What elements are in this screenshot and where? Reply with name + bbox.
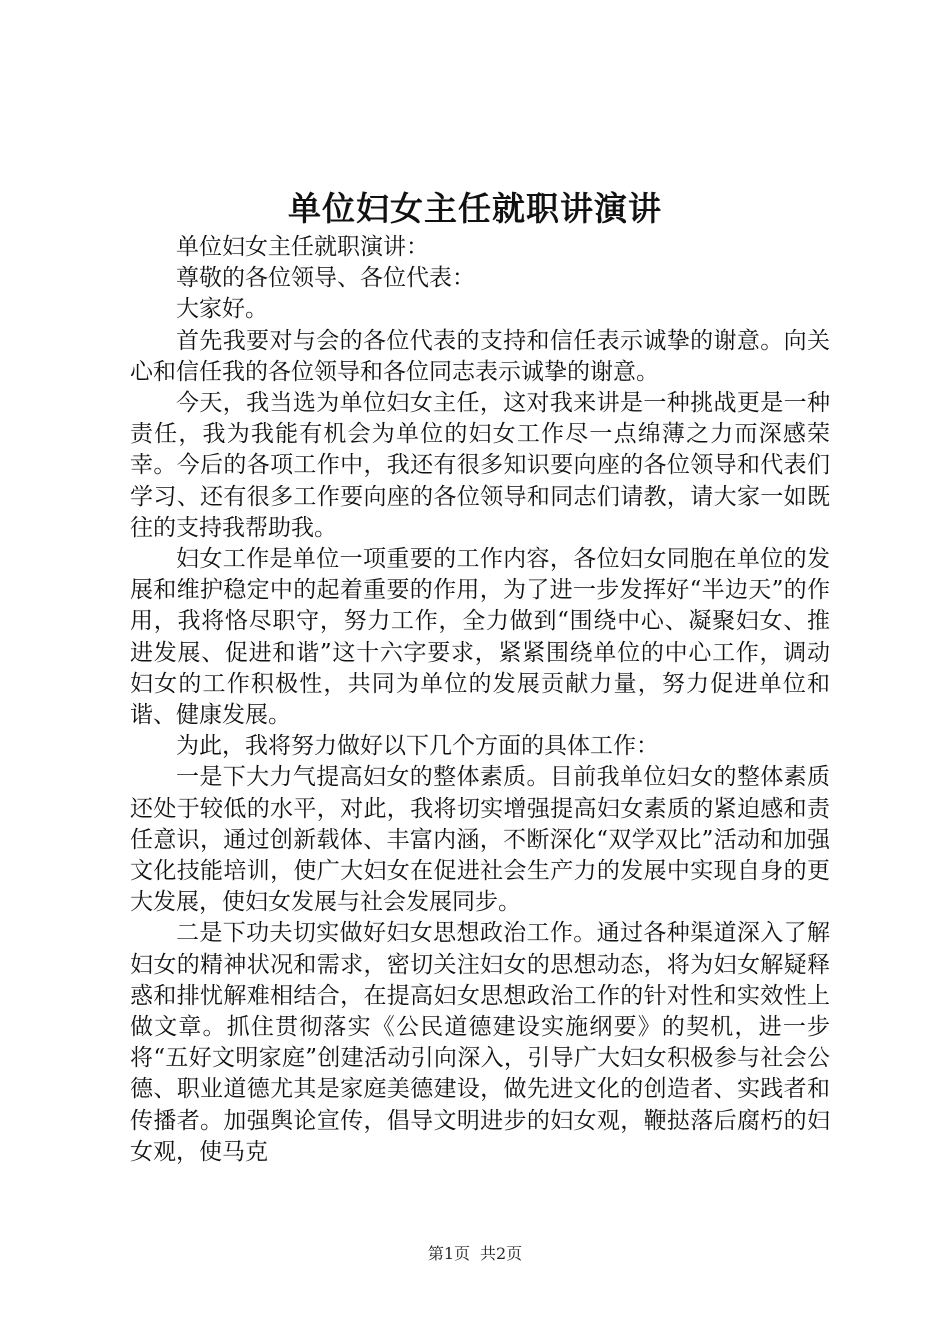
page-footer xyxy=(0,1243,950,1265)
document-body xyxy=(130,232,830,1168)
paragraph-importance: 妇女工作是单位一项重要的工作内容，各位妇女同胞在单位的发展和维护稳定中的起着重要的作用，为了进一步发挥好“半边天”的作用，我将恪尽职守，努力工作，全力做到“围绕中心、凝聚妇女、推进发展、促进和谐”这十六字要求，紧紧围绕单位的中心工作，调动妇女的工作积极性，共同为单位的发展贡献力量，努力促进单位和谐、健康发展。 xyxy=(130,546,830,729)
salutation-audience: 尊敬的各位领导、各位代表： xyxy=(176,265,475,292)
greeting: 大家好。 xyxy=(176,296,268,323)
document-title: 单位妇女主任就职讲演讲 xyxy=(288,189,662,228)
salutation-heading: 单位妇女主任就职演讲： xyxy=(176,234,429,260)
paragraph-election: 今天，我当选为单位妇女主任，这对我来讲是一种挑战更是一种责任，我为我能有机会为单位的妇女工作尽一点绵薄之力而深感荣幸。今后的各项工作中，我还有很多知识要向座的各位领导和代表们学习、还有很多工作要向座的各位领导和同志们请教，请大家一如既往的支持我帮助我。 xyxy=(130,390,830,541)
page-number: 第1页 xyxy=(427,1244,470,1263)
paragraph-plan-intro: 为此，我将努力做好以下几个方面的具体工作： xyxy=(176,733,659,760)
paragraph-thanks: 首先我要对与会的各位代表的支持和信任表示诚挚的谢意。向关心和信任我的各位领导和各位同志表示诚挚的谢意。 xyxy=(130,327,830,385)
paragraph-point-one: 一是下大力气提高妇女的整体素质。目前我单位妇女的整体素质还处于较低的水平，对此，我将切实增强提高妇女素质的紧迫感和责任意识，通过创新载体、丰富内涵，不断深化“双学双比”活动和加强文化技能培训，使广大妇女在促进社会生产力的发展中实现自身的更大发展，使妇女发展与社会发展同步。 xyxy=(130,764,830,916)
page-total: 共2页 xyxy=(480,1244,523,1263)
paragraph-point-two: 二是下功夫切实做好妇女思想政治工作。通过各种渠道深入了解妇女的精神状况和需求，密切关注妇女的思想动态，将为妇女解疑释惑和排忧解难相结合，在提高妇女思想政治工作的针对性和实效性上做文章。抓住贯彻落实《公民道德建设实施纲要》的契机，进一步将“五好文明家庭”创建活动引向深入，引导广大妇女积极参与社会公德、职业道德尤其是家庭美德建设，做先进文化的创造者、实践者和传播者。加强舆论宣传，倡导文明进步的妇女观，鞭挞落后腐朽的妇女观，使马克 xyxy=(130,920,830,1165)
